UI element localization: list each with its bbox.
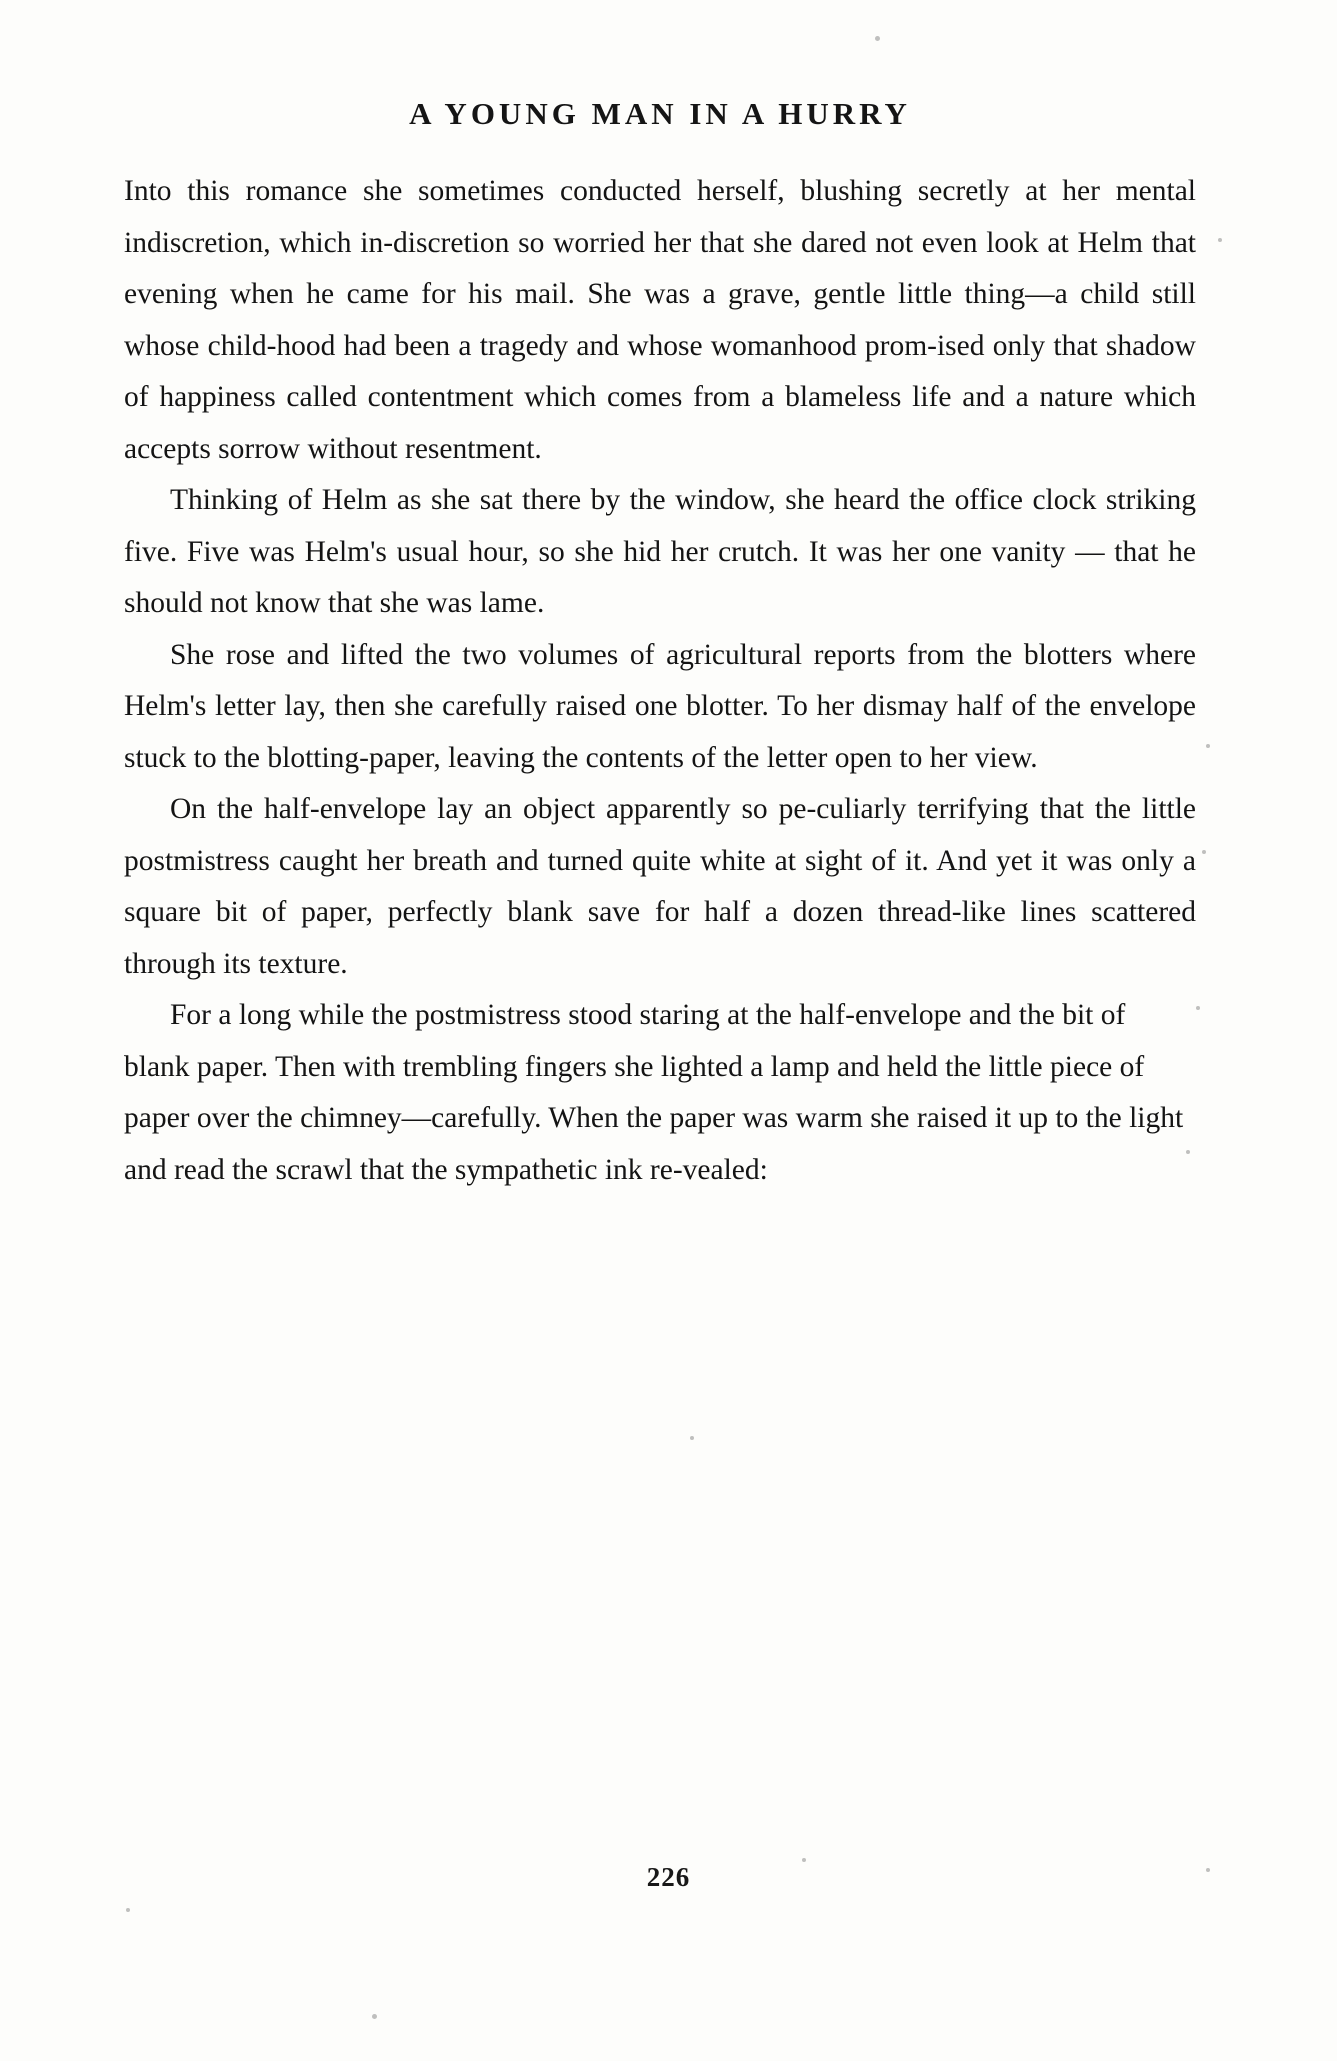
paper-speck <box>126 1908 130 1912</box>
paper-speck <box>1196 1006 1200 1010</box>
paragraph: Thinking of Helm as she sat there by the window, she heard the office clock striking five. Five was Helm's usual hour, so she hid her crutch. It was her one vanity — that he should not know that she was lame. <box>124 484 1196 619</box>
paragraph: Into this romance she sometimes conducted herself, blushing secretly at her mental indiscretion, which in-discretion so worried her that she dared not even look at Helm that evening when he came for his mail. She was a grave, gentle little thing—a child still whose child-hood had been a tragedy and whose womanhood prom-ised only that shadow of happiness called contentment which comes from a blameless life and a nature which accepts sorrow without resentment. <box>124 175 1196 465</box>
paper-speck <box>690 1436 694 1440</box>
paragraph: She rose and lifted the two volumes of agricultural reports from the blotters where Helm's letter lay, then she carefully raised one blotter. To her dismay half of the envelope stuck to the blotting-paper, leaving the contents of the letter open to her view. <box>124 638 1196 774</box>
running-head: A YOUNG MAN IN A HURRY <box>409 96 911 131</box>
paper-speck <box>372 2014 377 2019</box>
paragraph: On the half-envelope lay an object apparently so pe-culiarly terrifying that the little postmistress caught her breath and turned quite white at sight of it. And yet it was only a square bit of paper, perfectly blank save for half a dozen thread-like lines scattered through its texture. <box>124 793 1196 980</box>
paper-speck <box>1218 238 1222 242</box>
page-text-column <box>124 96 1196 1196</box>
paper-speck <box>1206 744 1210 748</box>
paper-speck <box>1202 850 1206 854</box>
paper-speck <box>875 36 880 41</box>
paragraph: For a long while the postmistress stood staring at the half-envelope and the bit of blank paper. Then with trembling fingers she lighted a lamp and held the little piece of paper over the chimney—carefully. When the paper was warm she raised it up to the light and read the scrawl that the sympathetic ink re-vealed: <box>124 999 1184 1186</box>
body-text <box>124 166 1196 1196</box>
page-number: 226 <box>646 1862 691 1892</box>
